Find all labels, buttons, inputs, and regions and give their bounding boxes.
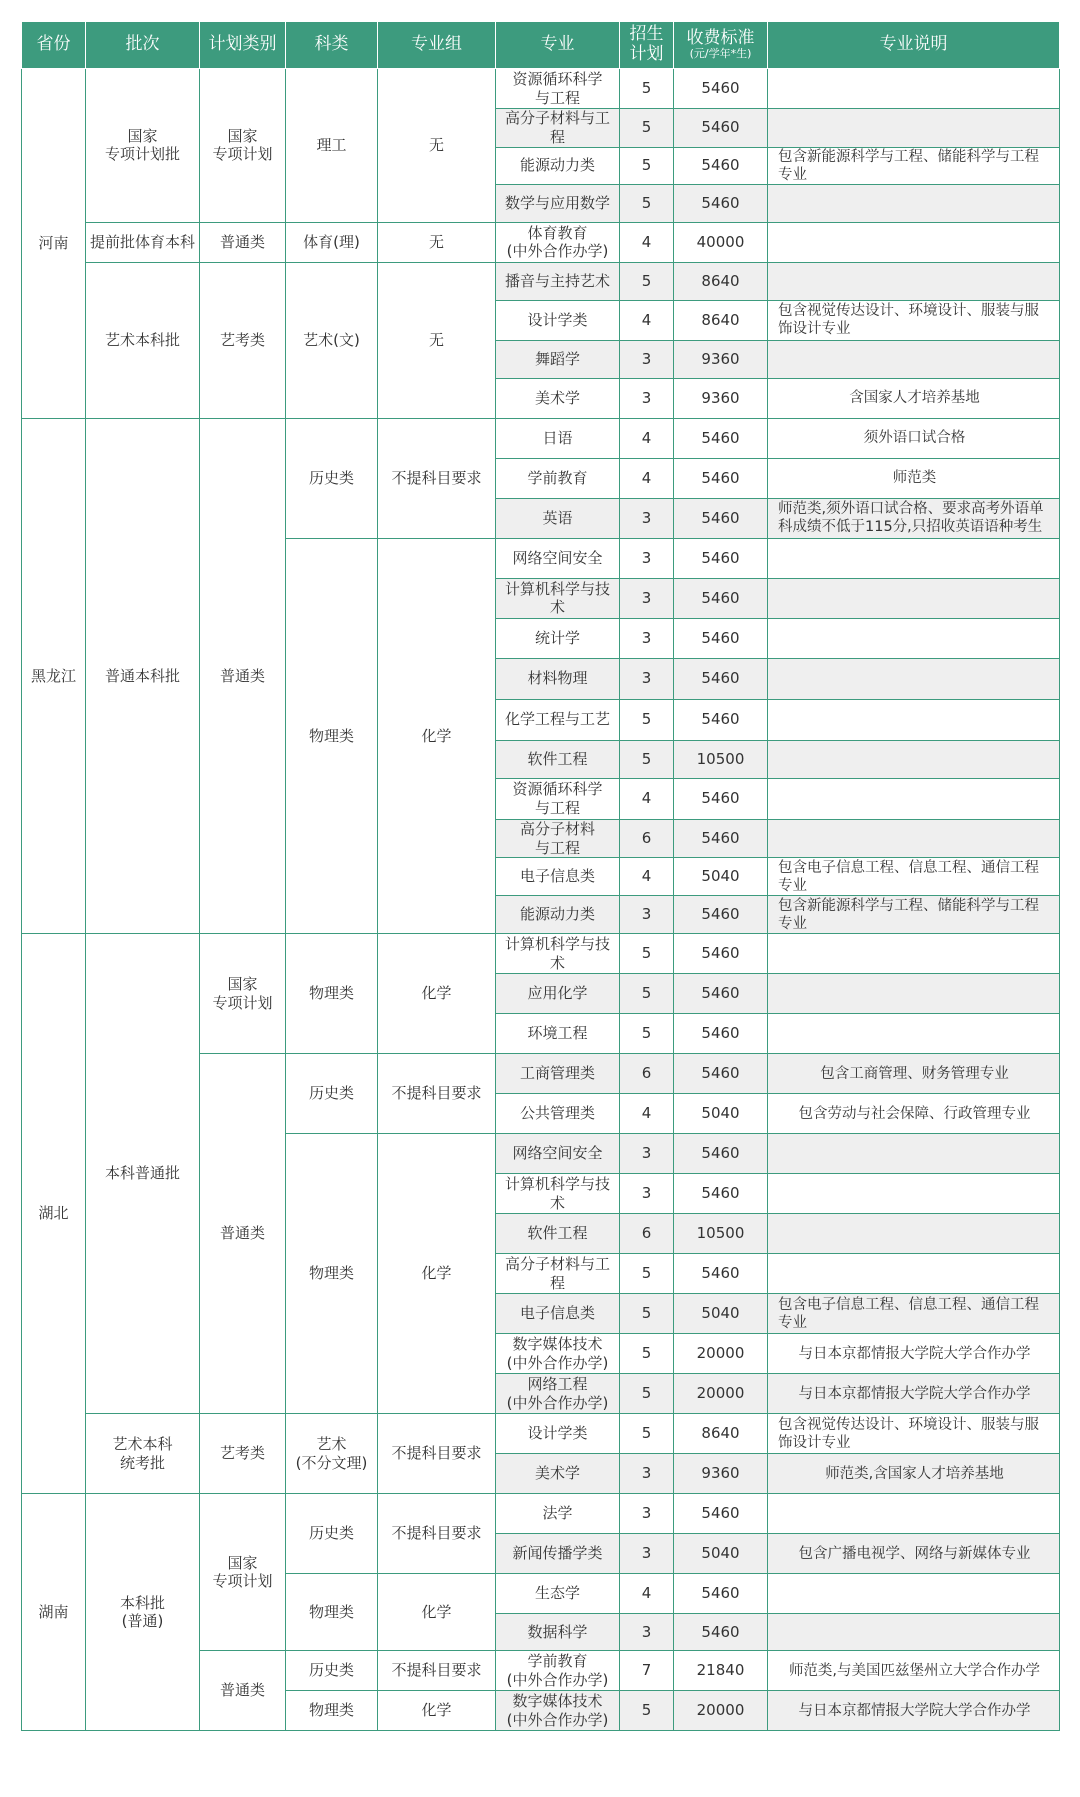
plan-count-cell: 4	[620, 458, 674, 498]
description-cell	[768, 1174, 1060, 1214]
description-cell	[768, 1494, 1060, 1534]
major-group-cell: 无	[378, 222, 496, 262]
plan-count-cell: 5	[620, 1334, 674, 1374]
major-cell: 高分子材料与工程	[496, 1254, 620, 1294]
description-cell	[768, 1214, 1060, 1254]
plan-type-cell: 普通类	[200, 1054, 286, 1414]
major-group-cell: 化学	[378, 1134, 496, 1414]
major-cell: 法学	[496, 1494, 620, 1534]
plan-count-cell: 3	[620, 1614, 674, 1651]
plan-count-cell: 4	[620, 1574, 674, 1614]
plan-count-cell: 5	[620, 147, 674, 184]
header-province: 省份	[22, 22, 86, 69]
major-cell: 软件工程	[496, 740, 620, 778]
major-cell: 体育教育 (中外合作办学)	[496, 222, 620, 262]
description-cell: 与日本京都情报大学院大学合作办学	[768, 1691, 1060, 1731]
plan-count-cell: 3	[620, 896, 674, 934]
fee-cell: 5460	[674, 658, 768, 699]
fee-cell: 8640	[674, 1414, 768, 1454]
plan-count-cell: 4	[620, 222, 674, 262]
plan-count-cell: 5	[620, 262, 674, 300]
fee-cell: 5460	[674, 458, 768, 498]
major-cell: 舞蹈学	[496, 340, 620, 378]
plan-count-cell: 5	[620, 1254, 674, 1294]
major-cell: 工商管理类	[496, 1054, 620, 1094]
plan-type-cell: 普通类	[200, 418, 286, 934]
batch-cell: 本科批 (普通)	[86, 1494, 200, 1731]
description-cell	[768, 109, 1060, 148]
plan-count-cell: 3	[620, 658, 674, 699]
major-cell: 材料物理	[496, 658, 620, 699]
batch-cell: 普通本科批	[86, 418, 200, 934]
fee-cell: 5460	[674, 1054, 768, 1094]
fee-cell: 20000	[674, 1374, 768, 1414]
plan-count-cell: 3	[620, 1174, 674, 1214]
fee-cell: 5460	[674, 934, 768, 974]
subject-category-cell: 理工	[286, 69, 378, 223]
fee-cell: 21840	[674, 1651, 768, 1691]
fee-cell: 5460	[674, 1174, 768, 1214]
batch-cell: 国家 专项计划批	[86, 69, 200, 223]
province-cell: 河南	[22, 69, 86, 419]
plan-type-cell: 艺考类	[200, 1414, 286, 1494]
description-cell	[768, 1134, 1060, 1174]
description-cell	[768, 618, 1060, 658]
major-cell: 新闻传播学类	[496, 1534, 620, 1574]
major-group-cell: 不提科目要求	[378, 1494, 496, 1574]
header-subject-category: 科类	[286, 22, 378, 69]
fee-cell: 9360	[674, 340, 768, 378]
description-cell: 与日本京都情报大学院大学合作办学	[768, 1374, 1060, 1414]
header-fee-unit: (元/学年*生)	[689, 47, 752, 61]
fee-cell: 5460	[674, 184, 768, 222]
major-group-cell: 无	[378, 69, 496, 223]
major-cell: 应用化学	[496, 974, 620, 1014]
fee-cell: 5460	[674, 778, 768, 819]
fee-cell: 8640	[674, 300, 768, 340]
table-body	[22, 69, 1060, 1731]
major-cell: 网络工程 (中外合作办学)	[496, 1374, 620, 1414]
major-cell: 美术学	[496, 1454, 620, 1494]
major-cell: 生态学	[496, 1574, 620, 1614]
plan-count-cell: 5	[620, 1014, 674, 1054]
fee-cell: 40000	[674, 222, 768, 262]
plan-type-cell: 国家 专项计划	[200, 69, 286, 223]
plan-count-cell: 5	[620, 109, 674, 148]
major-group-cell: 不提科目要求	[378, 418, 496, 538]
major-cell: 计算机科学与技术	[496, 578, 620, 618]
major-group-cell: 化学	[378, 934, 496, 1054]
major-cell: 网络空间安全	[496, 1134, 620, 1174]
description-cell	[768, 69, 1060, 109]
fee-cell: 5460	[674, 1134, 768, 1174]
major-cell: 网络空间安全	[496, 538, 620, 578]
admission-plan-table-wrapper	[21, 21, 1059, 1731]
fee-cell: 5460	[674, 618, 768, 658]
description-cell: 师范类,须外语口试合格、要求高考外语单科成绩不低于115分,只招收英语语种考生	[768, 498, 1060, 538]
major-cell: 高分子材料 与工程	[496, 819, 620, 858]
fee-cell: 5460	[674, 896, 768, 934]
major-cell: 公共管理类	[496, 1094, 620, 1134]
description-cell: 包含视觉传达设计、环境设计、服装与服饰设计专业	[768, 1414, 1060, 1454]
major-cell: 数学与应用数学	[496, 184, 620, 222]
major-cell: 计算机科学与技术	[496, 934, 620, 974]
description-cell	[768, 262, 1060, 300]
description-cell: 包含工商管理、财务管理专业	[768, 1054, 1060, 1094]
description-cell	[768, 1254, 1060, 1294]
major-group-cell: 不提科目要求	[378, 1651, 496, 1691]
major-group-cell: 化学	[378, 1574, 496, 1651]
major-cell: 数字媒体技术 (中外合作办学)	[496, 1334, 620, 1374]
plan-count-cell: 3	[620, 1134, 674, 1174]
fee-cell: 8640	[674, 262, 768, 300]
plan-count-cell: 4	[620, 300, 674, 340]
major-cell: 学前教育 (中外合作办学)	[496, 1651, 620, 1691]
major-cell: 资源循环科学 与工程	[496, 778, 620, 819]
fee-cell: 5460	[674, 538, 768, 578]
major-cell: 设计学类	[496, 1414, 620, 1454]
major-group-cell: 化学	[378, 538, 496, 934]
description-cell: 包含视觉传达设计、环境设计、服装与服饰设计专业	[768, 300, 1060, 340]
major-cell: 化学工程与工艺	[496, 699, 620, 740]
fee-cell: 5040	[674, 1534, 768, 1574]
fee-cell: 5040	[674, 1094, 768, 1134]
description-cell	[768, 699, 1060, 740]
major-cell: 设计学类	[496, 300, 620, 340]
subject-category-cell: 物理类	[286, 538, 378, 934]
description-cell	[768, 740, 1060, 778]
header-major: 专业	[496, 22, 620, 69]
major-cell: 电子信息类	[496, 1294, 620, 1334]
plan-count-cell: 3	[620, 340, 674, 378]
fee-cell: 5460	[674, 498, 768, 538]
plan-count-cell: 5	[620, 699, 674, 740]
fee-cell: 5460	[674, 418, 768, 458]
plan-count-cell: 3	[620, 1454, 674, 1494]
province-cell: 湖北	[22, 934, 86, 1494]
subject-category-cell: 历史类	[286, 1054, 378, 1134]
description-cell: 须外语口试合格	[768, 418, 1060, 458]
header-major-group: 专业组	[378, 22, 496, 69]
plan-count-cell: 3	[620, 618, 674, 658]
description-cell: 包含电子信息工程、信息工程、通信工程专业	[768, 1294, 1060, 1334]
plan-count-cell: 5	[620, 1414, 674, 1454]
admission-plan-table	[21, 21, 1060, 1731]
fee-cell: 5460	[674, 1614, 768, 1651]
subject-category-cell: 物理类	[286, 1134, 378, 1414]
fee-cell: 9360	[674, 378, 768, 418]
fee-cell: 20000	[674, 1334, 768, 1374]
major-group-cell: 不提科目要求	[378, 1414, 496, 1494]
description-cell	[768, 778, 1060, 819]
fee-cell: 10500	[674, 1214, 768, 1254]
subject-category-cell: 物理类	[286, 934, 378, 1054]
fee-cell: 5460	[674, 974, 768, 1014]
major-cell: 资源循环科学 与工程	[496, 69, 620, 109]
description-cell: 包含电子信息工程、信息工程、通信工程专业	[768, 858, 1060, 896]
plan-count-cell: 3	[620, 378, 674, 418]
description-cell	[768, 340, 1060, 378]
subject-category-cell: 艺术 (不分文理)	[286, 1414, 378, 1494]
plan-count-cell: 5	[620, 1691, 674, 1731]
major-cell: 美术学	[496, 378, 620, 418]
major-cell: 高分子材料与工程	[496, 109, 620, 148]
fee-cell: 5460	[674, 819, 768, 858]
plan-count-cell: 5	[620, 69, 674, 109]
description-cell: 包含广播电视学、网络与新媒体专业	[768, 1534, 1060, 1574]
fee-cell: 5460	[674, 109, 768, 148]
fee-cell: 5040	[674, 1294, 768, 1334]
major-cell: 数据科学	[496, 1614, 620, 1651]
plan-count-cell: 3	[620, 498, 674, 538]
description-cell	[768, 578, 1060, 618]
plan-type-cell: 普通类	[200, 1651, 286, 1731]
table-row	[22, 934, 1060, 974]
plan-count-cell: 3	[620, 578, 674, 618]
description-cell: 师范类,与美国匹兹堡州立大学合作办学	[768, 1651, 1060, 1691]
fee-cell: 5460	[674, 699, 768, 740]
plan-count-cell: 3	[620, 1494, 674, 1534]
description-cell	[768, 819, 1060, 858]
description-cell	[768, 658, 1060, 699]
table-row	[22, 69, 1060, 109]
batch-cell: 艺术本科 统考批	[86, 1414, 200, 1494]
fee-cell: 9360	[674, 1454, 768, 1494]
plan-count-cell: 5	[620, 974, 674, 1014]
description-cell: 与日本京都情报大学院大学合作办学	[768, 1334, 1060, 1374]
table-row	[22, 1414, 1060, 1454]
major-cell: 统计学	[496, 618, 620, 658]
table-row	[22, 222, 1060, 262]
plan-count-cell: 5	[620, 1294, 674, 1334]
description-cell: 含国家人才培养基地	[768, 378, 1060, 418]
plan-count-cell: 5	[620, 184, 674, 222]
fee-cell: 5460	[674, 69, 768, 109]
plan-count-cell: 3	[620, 538, 674, 578]
fee-cell: 5460	[674, 147, 768, 184]
subject-category-cell: 艺术(文)	[286, 262, 378, 418]
description-cell: 师范类	[768, 458, 1060, 498]
description-cell: 包含新能源科学与工程、储能科学与工程专业	[768, 147, 1060, 184]
subject-category-cell: 历史类	[286, 1651, 378, 1691]
subject-category-cell: 体育(理)	[286, 222, 378, 262]
province-cell: 湖南	[22, 1494, 86, 1731]
header-major-description: 专业说明	[768, 22, 1060, 69]
major-group-cell: 无	[378, 262, 496, 418]
description-cell	[768, 974, 1060, 1014]
major-cell: 能源动力类	[496, 896, 620, 934]
table-row	[22, 418, 1060, 458]
plan-count-cell: 4	[620, 1094, 674, 1134]
fee-cell: 5460	[674, 1494, 768, 1534]
fee-cell: 10500	[674, 740, 768, 778]
major-group-cell: 化学	[378, 1691, 496, 1731]
description-cell: 包含新能源科学与工程、储能科学与工程专业	[768, 896, 1060, 934]
plan-count-cell: 6	[620, 1214, 674, 1254]
header-enrollment-plan: 招生 计划	[620, 22, 674, 69]
subject-category-cell: 历史类	[286, 1494, 378, 1574]
major-group-cell: 不提科目要求	[378, 1054, 496, 1134]
fee-cell: 5460	[674, 1574, 768, 1614]
plan-count-cell: 6	[620, 819, 674, 858]
plan-count-cell: 3	[620, 1534, 674, 1574]
plan-count-cell: 4	[620, 858, 674, 896]
description-cell	[768, 184, 1060, 222]
fee-cell: 5460	[674, 578, 768, 618]
description-cell: 包含劳动与社会保障、行政管理专业	[768, 1094, 1060, 1134]
description-cell	[768, 1014, 1060, 1054]
plan-type-cell: 国家 专项计划	[200, 934, 286, 1054]
major-cell: 播音与主持艺术	[496, 262, 620, 300]
plan-type-cell: 普通类	[200, 222, 286, 262]
description-cell	[768, 1614, 1060, 1651]
description-cell	[768, 538, 1060, 578]
plan-count-cell: 5	[620, 1374, 674, 1414]
fee-cell: 20000	[674, 1691, 768, 1731]
major-cell: 数字媒体技术 (中外合作办学)	[496, 1691, 620, 1731]
header-fee-standard	[674, 22, 768, 69]
major-cell: 学前教育	[496, 458, 620, 498]
plan-count-cell: 5	[620, 934, 674, 974]
fee-cell: 5040	[674, 858, 768, 896]
header-fee-label: 收费标准	[686, 27, 755, 48]
major-cell: 环境工程	[496, 1014, 620, 1054]
province-cell: 黑龙江	[22, 418, 86, 934]
plan-type-cell: 艺考类	[200, 262, 286, 418]
description-cell	[768, 1574, 1060, 1614]
subject-category-cell: 物理类	[286, 1574, 378, 1651]
description-cell	[768, 222, 1060, 262]
batch-cell: 提前批体育本科	[86, 222, 200, 262]
plan-count-cell: 6	[620, 1054, 674, 1094]
table-row	[22, 1494, 1060, 1534]
plan-type-cell: 国家 专项计划	[200, 1494, 286, 1651]
header-batch: 批次	[86, 22, 200, 69]
major-cell: 电子信息类	[496, 858, 620, 896]
subject-category-cell: 历史类	[286, 418, 378, 538]
plan-count-cell: 5	[620, 740, 674, 778]
fee-cell: 5460	[674, 1254, 768, 1294]
major-cell: 软件工程	[496, 1214, 620, 1254]
header-plan-type: 计划类别	[200, 22, 286, 69]
description-cell: 师范类,含国家人才培养基地	[768, 1454, 1060, 1494]
plan-count-cell: 4	[620, 418, 674, 458]
table-row	[22, 262, 1060, 300]
plan-count-cell: 7	[620, 1651, 674, 1691]
description-cell	[768, 934, 1060, 974]
major-cell: 能源动力类	[496, 147, 620, 184]
batch-cell: 本科普通批	[86, 934, 200, 1414]
major-cell: 英语	[496, 498, 620, 538]
plan-count-cell: 4	[620, 778, 674, 819]
batch-cell: 艺术本科批	[86, 262, 200, 418]
subject-category-cell: 物理类	[286, 1691, 378, 1731]
major-cell: 日语	[496, 418, 620, 458]
major-cell: 计算机科学与技术	[496, 1174, 620, 1214]
fee-cell: 5460	[674, 1014, 768, 1054]
header-row	[22, 22, 1060, 69]
